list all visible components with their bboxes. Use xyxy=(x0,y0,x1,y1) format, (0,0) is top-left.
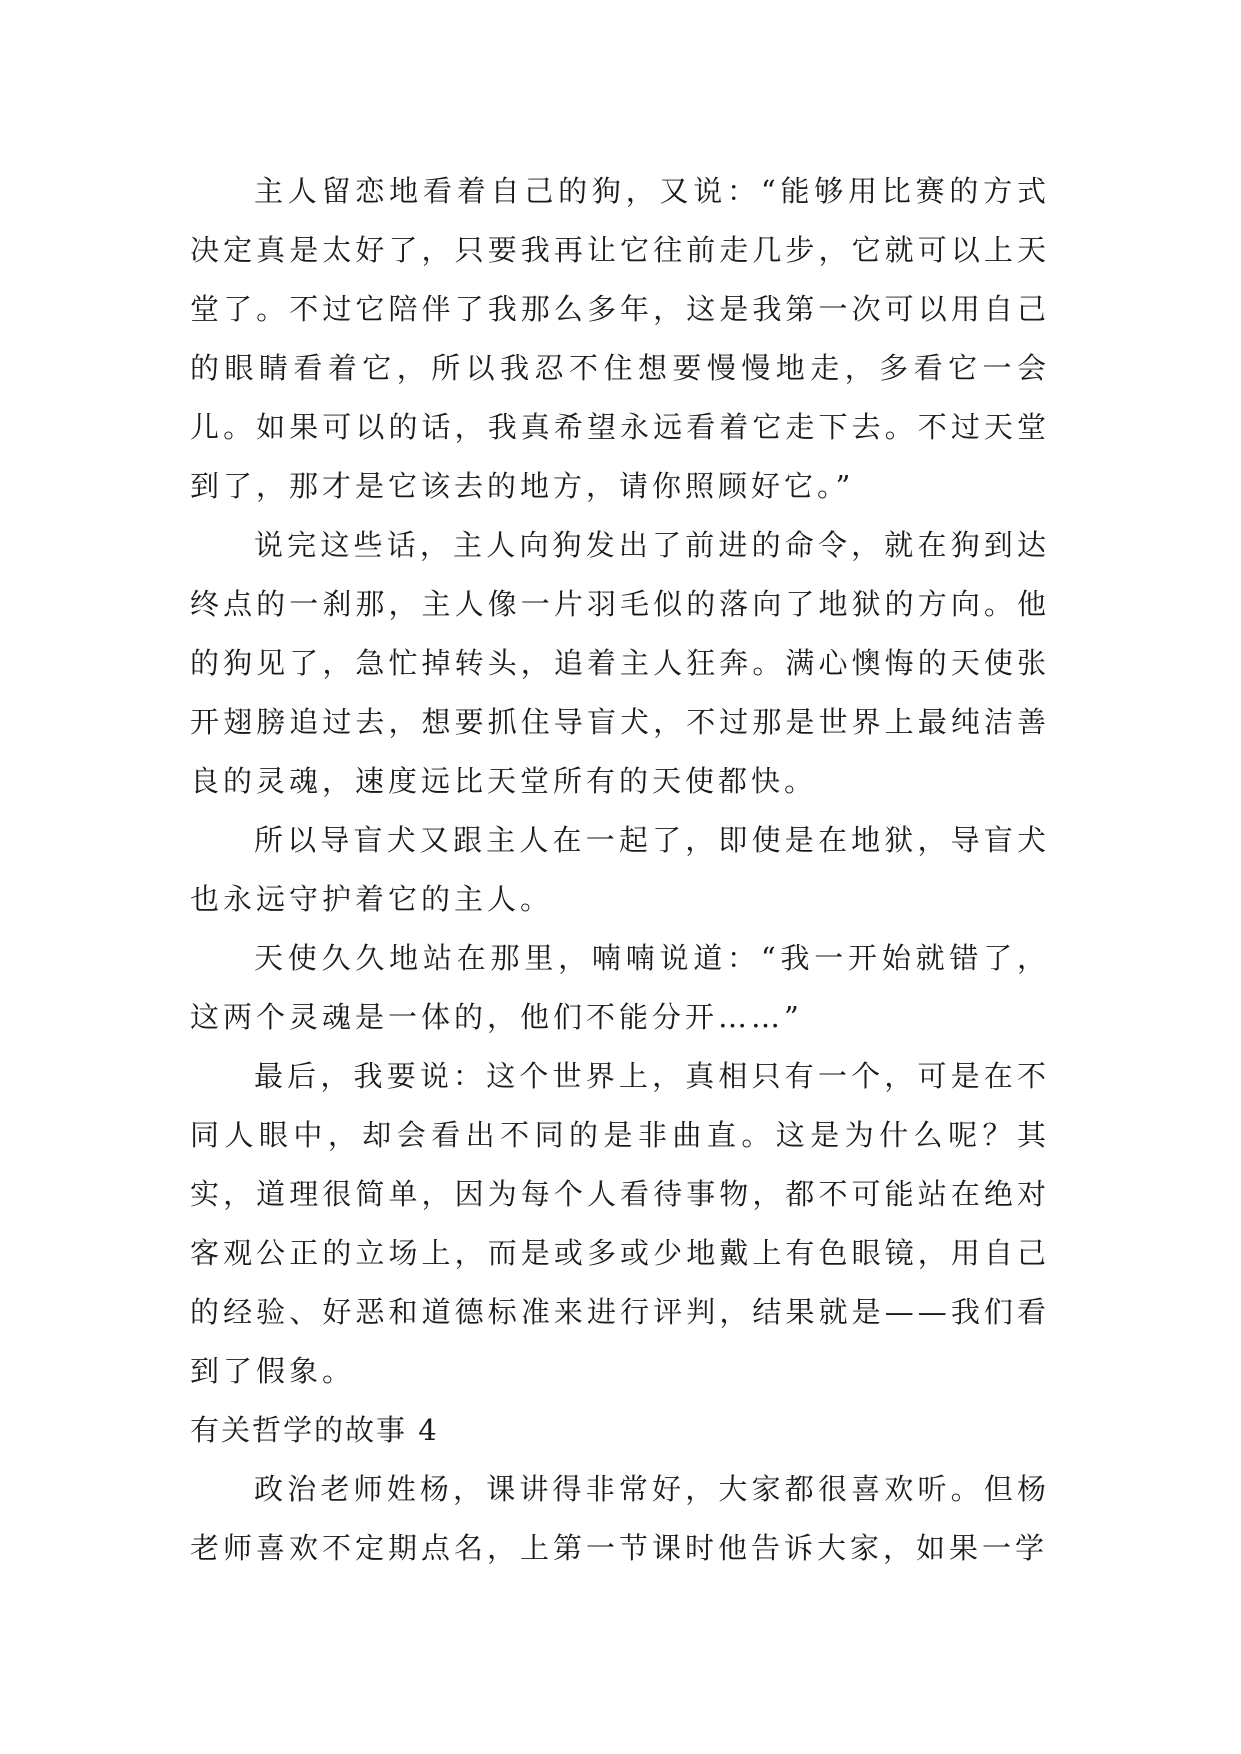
paragraph-owner-farewell: 主人留恋地看着自己的狗，又说：“能够用比赛的方式决定真是太好了，只要我再让它往前走几步，它就可以上天堂了。不过它陪伴了我那么多年，这是我第一次可以用自己的眼睛看着它，所以我忍不住想要慢慢地走，多看它一会儿。如果可以的话，我真希望永远看着它走下去。不过天堂到了，那才是它该去的地方，请你照顾好它。” xyxy=(190,174,1050,503)
paragraph-teacher-yang: 政治老师姓杨，课讲得非常好，大家都很喜欢听。但杨老师喜欢不定期点名，上第一节课时他告诉大家，如果一学 xyxy=(190,1472,1050,1565)
section-heading: 有关哲学的故事 4 xyxy=(190,1413,439,1447)
document-body xyxy=(190,162,1050,1578)
paragraph-owner-falls: 说完这些话，主人向狗发出了前进的命令，就在狗到达终点的一刹那，主人像一片羽毛似的落向了地狱的方向。他的狗见了，急忙掉转头，追着主人狂奔。满心懊悔的天使张开翅膀追过去，想要抓住导盲犬，不过那是世界上最纯洁善良的灵魂，速度远比天堂所有的天使都快。 xyxy=(190,528,1050,798)
paragraph-conclusion: 最后，我要说：这个世界上，真相只有一个，可是在不同人眼中，却会看出不同的是非曲直。这是为什么呢？其实，道理很简单，因为每个人看待事物，都不可能站在绝对客观公正的立场上，而是或多或少地戴上有色眼镜，用自己的经验、好恶和道德标准来进行评判，结果就是——我们看到了假象。 xyxy=(190,1059,1050,1388)
paragraph-guide-dog-together: 所以导盲犬又跟主人在一起了，即使是在地狱，导盲犬也永远守护着它的主人。 xyxy=(190,823,1050,916)
paragraph-angel-murmurs: 天使久久地站在那里，喃喃说道：“我一开始就错了，这两个灵魂是一体的，他们不能分开……” xyxy=(190,941,1050,1034)
